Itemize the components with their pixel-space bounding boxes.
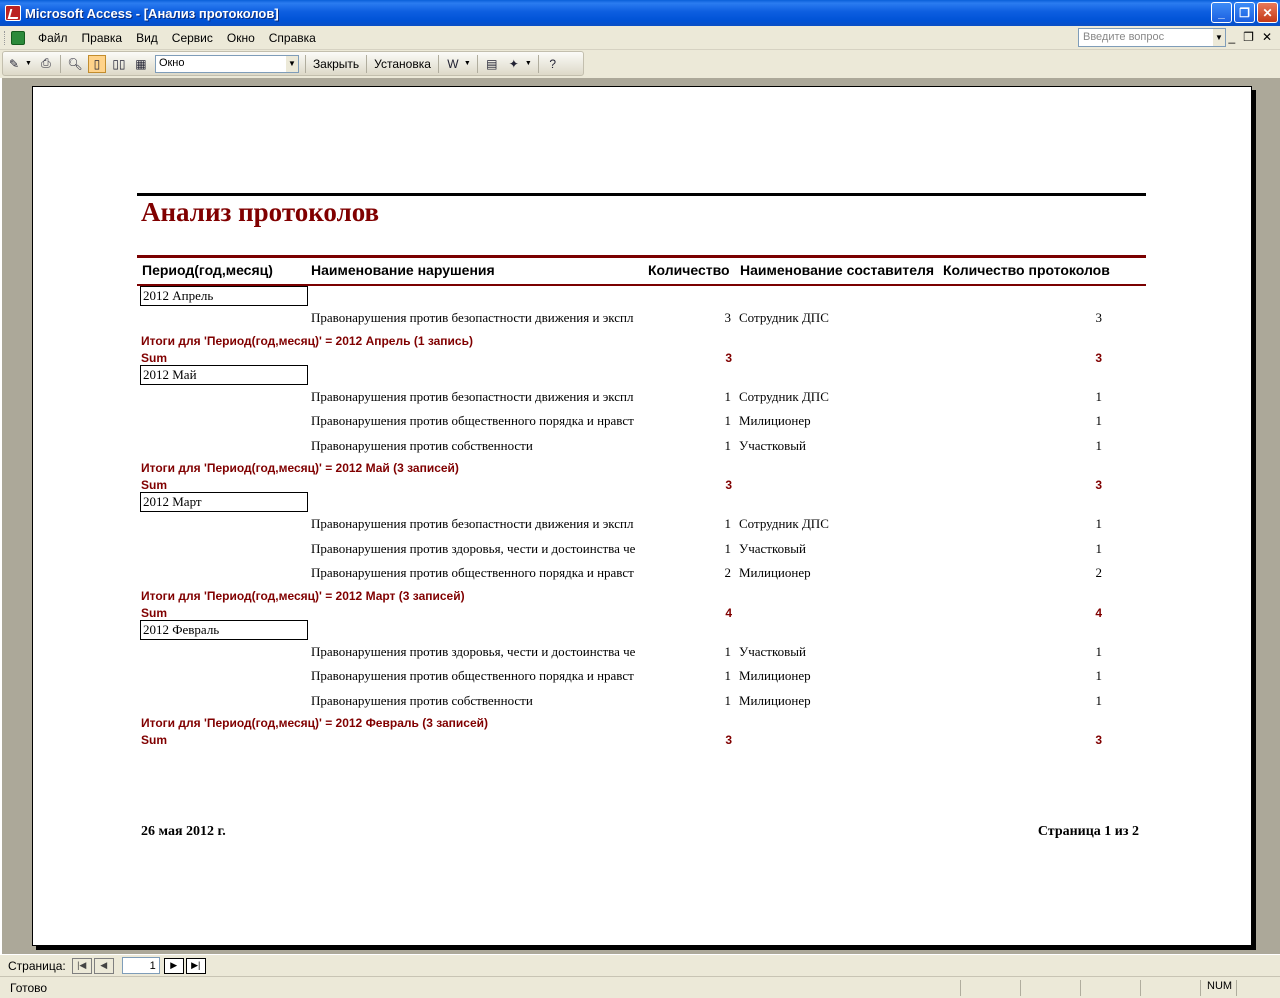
sum-count: 3 xyxy=(725,733,732,747)
page-number-input[interactable] xyxy=(122,957,160,974)
toolbar-separator xyxy=(538,55,539,73)
menu-window[interactable]: Окно xyxy=(226,30,255,45)
doc-minimize-button[interactable]: _ xyxy=(1228,30,1236,44)
status-text: Готово xyxy=(10,980,48,995)
column-header-protocols: Количество протоколов xyxy=(943,262,1110,278)
sum-count: 3 xyxy=(725,478,732,492)
toolbar-separator xyxy=(60,55,61,73)
sum-label: Sum xyxy=(141,478,168,492)
violation-name: Правонарушения против общественного порядка и нравст xyxy=(311,413,634,428)
help-icon[interactable]: ? xyxy=(549,56,557,71)
violation-name: Правонарушения против здоровья, чести и достоинства че xyxy=(311,540,636,556)
protocols-value: 2 xyxy=(1095,565,1102,580)
header-rule-top xyxy=(137,255,1146,258)
design-view-icon[interactable]: ✎ xyxy=(8,56,20,71)
database-icon[interactable] xyxy=(11,31,25,45)
previous-page-button[interactable]: ◀ xyxy=(94,958,114,974)
print-preview-toolbar xyxy=(2,51,584,76)
zoom-value: Окно xyxy=(158,56,185,69)
period-value: 2012 Май xyxy=(140,365,308,385)
author-name: Сотрудник ДПС xyxy=(739,516,829,531)
print-icon[interactable]: ⎙ xyxy=(41,56,51,70)
violation-name: Правонарушения против безопастности движения и экспл xyxy=(311,516,634,531)
workspace xyxy=(0,78,1280,954)
author-name: Участковый xyxy=(739,643,806,659)
count-value: 3 xyxy=(724,310,731,325)
close-button[interactable]: ✕ xyxy=(1257,2,1278,23)
two-pages-icon[interactable]: ▯▯ xyxy=(112,56,126,71)
protocols-value: 1 xyxy=(1095,668,1102,683)
author-name: Милиционер xyxy=(739,668,811,683)
period-value: 2012 Апрель xyxy=(140,286,308,306)
page-setup-button[interactable]: Установка xyxy=(374,56,431,71)
sum-count: 4 xyxy=(725,605,732,620)
count-value: 1 xyxy=(724,692,731,708)
sum-label: Sum xyxy=(141,605,168,620)
status-indicators xyxy=(960,980,1272,996)
count-value: 1 xyxy=(724,668,731,683)
author-name: Участковый xyxy=(739,437,806,453)
menu-file[interactable]: Файл xyxy=(38,30,68,45)
protocols-value: 1 xyxy=(1095,516,1102,531)
protocols-value: 1 xyxy=(1095,692,1102,708)
protocols-value: 1 xyxy=(1095,413,1102,428)
count-value: 1 xyxy=(724,516,731,531)
status-cell xyxy=(1140,980,1200,996)
toolbar-separator xyxy=(366,55,367,73)
count-value: 2 xyxy=(724,565,731,580)
toolbar-separator xyxy=(305,55,306,73)
chevron-down-icon[interactable]: ▼ xyxy=(1213,29,1225,46)
sum-protocols: 3 xyxy=(1095,733,1102,747)
group-summary: Итоги для 'Период(год,месяц)' = 2012 Апрель (1 запись) xyxy=(141,333,473,348)
count-value: 1 xyxy=(724,437,731,453)
status-cell xyxy=(1080,980,1140,996)
chevron-down-icon[interactable]: ▼ xyxy=(25,60,32,67)
protocols-value: 1 xyxy=(1095,388,1102,404)
record-navigation xyxy=(0,954,1280,976)
office-links-icon[interactable]: W xyxy=(447,56,459,71)
group-summary: Итоги для 'Период(год,месяц)' = 2012 Март (3 записей) xyxy=(141,588,465,603)
toolbar-separator xyxy=(477,55,478,73)
sum-label: Sum xyxy=(141,350,168,365)
chevron-down-icon[interactable]: ▼ xyxy=(463,60,471,67)
doc-restore-button[interactable]: ❐ xyxy=(1243,30,1254,44)
first-page-button[interactable]: |◀ xyxy=(72,958,92,974)
violation-name: Правонарушения против безопастности движения и экспл xyxy=(311,388,634,404)
report xyxy=(33,87,1251,945)
protocols-value: 3 xyxy=(1095,310,1102,325)
sum-count: 3 xyxy=(725,350,732,365)
page-nav-label: Страница: xyxy=(8,958,66,973)
protocols-value: 1 xyxy=(1095,437,1102,453)
column-header-author: Наименование составителя xyxy=(740,262,935,278)
author-name: Сотрудник ДПС xyxy=(739,310,829,325)
count-value: 1 xyxy=(724,413,731,428)
title-rule xyxy=(137,193,1146,196)
window-controls xyxy=(1211,2,1278,23)
author-name: Милиционер xyxy=(739,565,811,580)
sum-label: Sum xyxy=(141,733,168,747)
violation-name: Правонарушения против собственности xyxy=(311,692,533,708)
multiple-pages-icon[interactable]: ▦ xyxy=(135,56,147,71)
title-bar xyxy=(0,0,1280,26)
count-value: 1 xyxy=(724,540,731,556)
menu-bar xyxy=(0,26,1280,50)
violation-name: Правонарушения против общественного порядка и нравст xyxy=(311,668,634,683)
sum-protocols: 4 xyxy=(1095,605,1102,620)
minimize-button[interactable]: _ xyxy=(1211,2,1232,23)
period-value: 2012 Март xyxy=(140,492,308,512)
restore-button[interactable]: ❐ xyxy=(1234,2,1255,23)
report-title: Анализ протоколов xyxy=(141,197,380,227)
report-page-number: Страница 1 из 2 xyxy=(1037,824,1139,839)
group-summary: Итоги для 'Период(год,месяц)' = 2012 Февраль (3 записей) xyxy=(141,716,489,730)
new-object-icon[interactable]: ✦ xyxy=(508,56,519,71)
help-question-placeholder: Введите вопрос xyxy=(1083,31,1165,43)
sum-protocols: 3 xyxy=(1095,478,1102,492)
menu-grip[interactable] xyxy=(4,31,7,45)
violation-name: Правонарушения против здоровья, чести и достоинства че xyxy=(311,643,636,659)
group-summary: Итоги для 'Период(год,месяц)' = 2012 Май (3 записей) xyxy=(141,461,459,475)
help-question-input[interactable] xyxy=(1078,28,1226,47)
column-header-period: Период(год,месяц) xyxy=(142,262,273,278)
report-date: 26 мая 2012 г. xyxy=(141,824,226,839)
close-preview-button[interactable]: Закрыть xyxy=(312,56,360,71)
menu-tools[interactable]: Сервис xyxy=(171,30,213,45)
violation-name: Правонарушения против безопастности движения и экспл xyxy=(311,310,634,325)
violation-name: Правонарушения против общественного порядка и нравст xyxy=(311,565,634,580)
chevron-down-icon[interactable]: ▼ xyxy=(524,60,532,67)
status-cell xyxy=(1020,980,1080,996)
magnify-icon[interactable]: 🔍︎ xyxy=(67,56,83,71)
chevron-down-icon[interactable]: ▼ xyxy=(286,56,298,72)
doc-close-button[interactable]: ✕ xyxy=(1261,30,1272,44)
zoom-select[interactable] xyxy=(155,55,299,73)
column-header-count: Количество xyxy=(648,262,730,278)
sum-protocols: 3 xyxy=(1095,350,1102,365)
window-title: Microsoft Access - [Анализ протоколов] xyxy=(25,5,279,21)
protocols-value: 1 xyxy=(1095,540,1102,556)
status-cell xyxy=(1236,980,1272,996)
next-page-button[interactable]: ▶ xyxy=(164,958,184,974)
database-window-icon[interactable]: ▤ xyxy=(486,56,498,71)
access-app-icon[interactable] xyxy=(5,5,21,21)
violation-name: Правонарушения против собственности xyxy=(311,437,533,453)
menu-edit[interactable]: Правка xyxy=(81,30,123,45)
status-cell xyxy=(960,980,1020,996)
count-value: 1 xyxy=(724,643,731,659)
report-page[interactable] xyxy=(32,86,1252,946)
protocols-value: 1 xyxy=(1095,643,1102,659)
menu-help[interactable]: Справка xyxy=(268,30,316,45)
period-value: 2012 Февраль xyxy=(140,620,308,640)
author-name: Милиционер xyxy=(739,692,811,708)
menu-view[interactable]: Вид xyxy=(136,30,158,45)
author-name: Милиционер xyxy=(739,413,811,428)
count-value: 1 xyxy=(724,388,731,404)
one-page-icon[interactable]: ▯ xyxy=(88,55,106,73)
num-lock-indicator: NUM xyxy=(1200,980,1236,996)
last-page-button[interactable]: ▶| xyxy=(186,958,206,974)
column-header-violation: Наименование нарушения xyxy=(311,262,495,278)
status-bar xyxy=(0,976,1280,998)
toolbar-separator xyxy=(438,55,439,73)
document-window-controls xyxy=(1228,30,1272,44)
author-name: Участковый xyxy=(739,540,806,556)
author-name: Сотрудник ДПС xyxy=(739,388,829,404)
